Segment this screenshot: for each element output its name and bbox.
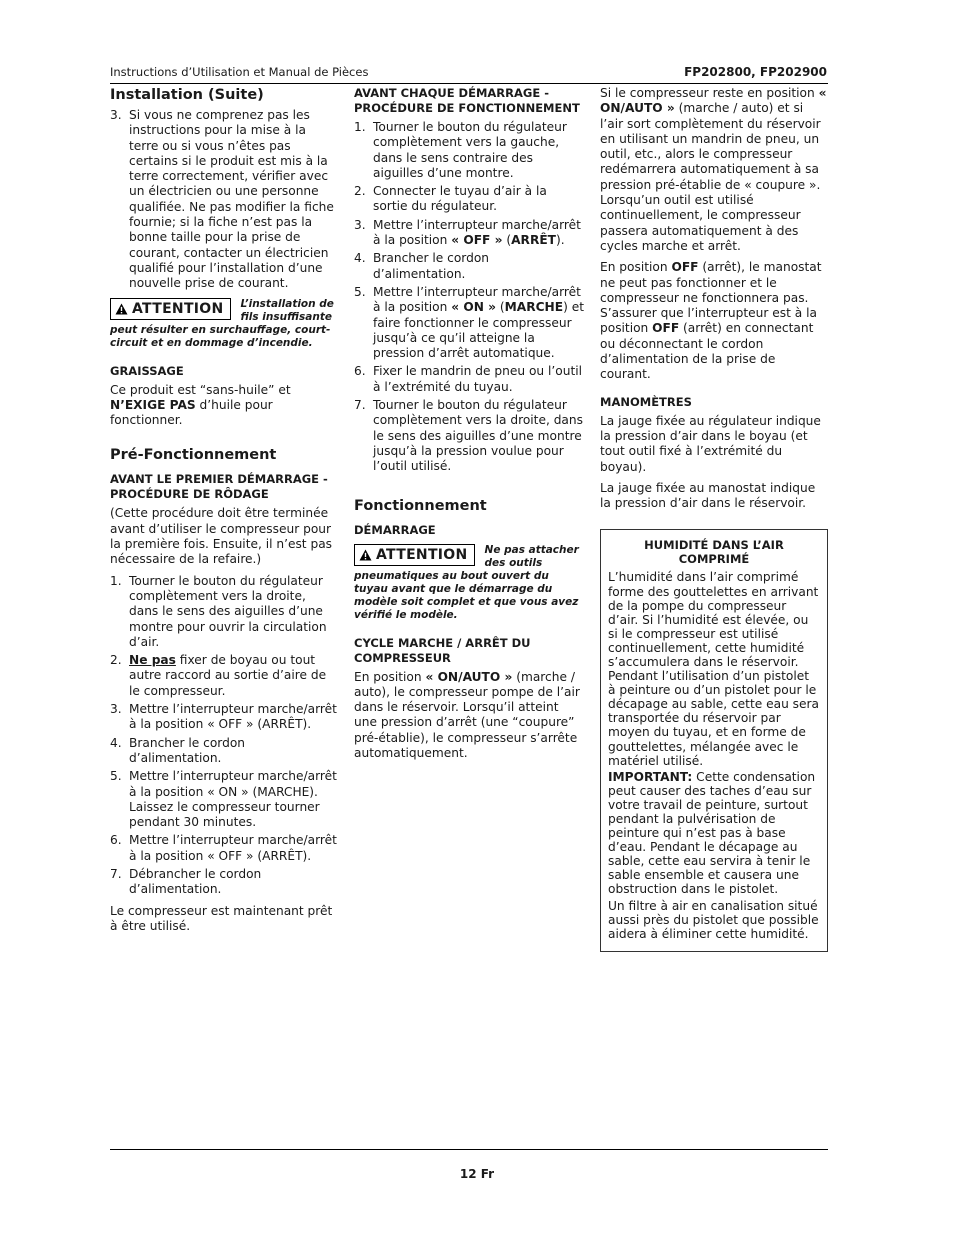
item-text: ) et faire fonctionner le compresseur jusqu’à ce qu’il atteigne la pression d’arrêt automatique.: [373, 300, 584, 361]
manometre-manostat-paragraph: La jauge fixée au manostat indique la pression d’air dans le réservoir.: [600, 480, 816, 511]
humidity-info-box: [600, 529, 828, 951]
prefonctionnement-heading: Pré-Fonctionnement: [110, 447, 277, 464]
item-text: Si vous ne comprenez pas les instructions pour la mise à la terre ou si vous n’êtes pas certains si le produit est mis à la terre correctement, vérifier avec un électricien ou une personne qualifiée. Ne pas modifier la fiche fournie; si la fiche n’est pas la bonne taille pour la prise de courant, contacter un électricien qualifié pour l’installation d’une nouvelle prise de courant.: [129, 108, 334, 291]
text-span: En position: [600, 260, 672, 275]
item-text: Brancher le cordon d’alimentation.: [129, 735, 246, 765]
column-left: [110, 86, 338, 940]
item-number: 7.: [354, 398, 366, 413]
list-item: [354, 184, 584, 215]
rodage-conclusion: Le compresseur est maintenant prêt à être utilisé.: [110, 903, 333, 933]
text-span: (marche / auto) et si l’air sort complètement du réservoir en utilisant un mandrin de pneu, un outil, etc., alors le compresseur redémarrera automatiquement à sa pression pré-établie de « coupure ». Lorsqu’un outil est utilisé continuellement, le compresseur passera automatiquement à des cycles marche et arrêt.: [600, 101, 821, 253]
humidity-paragraph: L’humidité dans l’air comprimé forme des gouttelettes en arrivant de la pompe du compresseur d’air. Si l’humidité est élevée, ou si le compresseur est utilisé continuellement, cette humidité s’accumulera dans le réservoir. Pendant l’utilisation d’un pistolet à peinture ou d’un pistolet pour le décapage au sable, cette eau sera transportée du réservoir par moyen du tuyau, et en forme de gouttelettes, mélangée avec le matériel utilisé.: [608, 570, 819, 768]
list-item: [354, 364, 584, 395]
header-model-numbers: FP202800, FP202900: [684, 65, 827, 79]
rodage-intro: (Cette procédure doit être terminée avant d’utiliser le compresseur pour la première fois. Ensuite, il n’est pas nécessaire de la refaire.): [110, 506, 333, 567]
emphasis-text: « OFF »: [451, 233, 503, 248]
item-text: Tourner le bouton du régulateur complètement vers la gauche, dans le sens contraire des aiguilles d’une montre.: [373, 120, 567, 180]
item-number: 7.: [110, 866, 122, 881]
important-paragraph: [608, 770, 820, 897]
column-middle: [354, 86, 584, 767]
emphasis-text: Ne pas: [129, 653, 176, 668]
emphasis-text: ARRÊT: [511, 233, 556, 248]
text-span: (arrêt) en connectant ou déconnectant le cordon d’alimentation de la prise de courant.: [600, 321, 814, 382]
attention-badge: [354, 544, 475, 566]
list-item: [110, 653, 338, 699]
list-item: [110, 702, 338, 733]
text-span: d’huile pour fonctionner.: [110, 397, 273, 428]
item-number: 5.: [110, 769, 122, 784]
emphasis-text: N’EXIGE PAS: [110, 397, 196, 412]
item-text: fixer de boyau ou tout autre raccord au sortie d’aire de le compresseur.: [129, 653, 327, 698]
footer-divider: [110, 1149, 828, 1150]
list-item: [110, 108, 338, 292]
warning-callout: [354, 544, 584, 622]
item-text: Débrancher le cordon d’alimentation.: [129, 866, 262, 897]
item-text: Mettre l’interrupteur marche/arrêt à la position « OFF » (ARRÊT).: [129, 833, 337, 863]
page-number: 12 Fr: [459, 1167, 495, 1181]
attention-label: ATTENTION: [132, 300, 224, 317]
text-span: (arrêt), le manostat ne peut pas fonctionner et le compresseur ne fonctionnera pas. S’assurer que l’interrupteur est à la position: [600, 260, 822, 336]
emphasis-text: « ON »: [451, 300, 497, 315]
item-number: 1.: [354, 120, 366, 134]
warning-text: Ne pas attacher des outils pneumatiques au bout ouvert du tuyau avant que le démarrage du modèle soit complet et que vous avez vérifié le modèle.: [354, 543, 579, 621]
graissage-paragraph: [110, 383, 338, 429]
item-number: 6.: [110, 833, 122, 848]
demarrage-heading: DÉMARRAGE: [354, 522, 436, 537]
list-item: [110, 769, 338, 830]
filter-paragraph: Un filtre à air en canalisation situé aussi près du pistolet que possible aidera à éliminer cette humidité.: [608, 898, 819, 941]
text-span: En position: [354, 669, 426, 684]
emphasis-text: « ON/AUTO »: [425, 669, 513, 684]
item-number: 3.: [110, 108, 122, 122]
fonctionnement-heading: Fonctionnement: [354, 497, 487, 514]
item-number: 4.: [354, 251, 366, 266]
list-item: [110, 867, 338, 898]
manometres-heading: MANOMÈTRES: [600, 394, 692, 409]
humidity-box-title: HUMIDITÉ DANS L’AIR COMPRIMÉ: [644, 538, 784, 567]
item-text: Fixer le mandrin de pneu ou l’outil à l’extrémité du tuyau.: [373, 364, 582, 394]
item-number: 3.: [354, 217, 366, 232]
text-span: Si le compresseur reste en position: [600, 86, 819, 100]
column-right: [600, 86, 828, 952]
item-text: Brancher le cordon d’alimentation.: [373, 251, 490, 281]
header-manual-title: Instructions d’Utilisation et Manual de Pièces: [110, 65, 369, 79]
item-text: Mettre l’interrupteur marche/arrêt à la position: [373, 284, 581, 315]
text-span: Ce produit est “sans-huile” et: [110, 382, 291, 397]
list-item: [110, 736, 338, 767]
item-number: 4.: [110, 735, 122, 750]
item-number: 2.: [110, 653, 122, 668]
fonctionnement-steps-list: [354, 120, 584, 475]
list-item: [354, 120, 584, 181]
avant-chaque-demarrage-heading: AVANT CHAQUE DÉMARRAGE - PROCÉDURE DE FONCTIONNEMENT: [354, 86, 580, 115]
attention-label: ATTENTION: [376, 546, 468, 563]
cycle-paragraph: [354, 670, 584, 762]
rodage-steps-list: [110, 574, 338, 898]
manometre-regulateur-paragraph: La jauge fixée au régulateur indique la pression d’air dans le boyau (et tout outil fixé à l’extrémité du boyau).: [600, 413, 821, 474]
attention-badge: [110, 298, 231, 320]
text-span: (marche / auto), le compresseur pompe de l’air dans le réservoir. Lorsqu’il atteint une pression d’arrêt (une “coupure” pré-établie), le compresseur s’arrête automatiquement.: [354, 669, 580, 761]
text-span: Cette condensation peut causer des taches d’eau sur votre travail de peinture, surtout pendant la pulvérisation de peinture qui n’est pas à base d’eau. Pendant le décapage au sable, cette eau servira à tenir le sable ensemble et causera une obstruction dans le pistolet.: [608, 769, 816, 897]
emphasis-text: IMPORTANT:: [608, 769, 693, 784]
emphasis-text: MARCHE: [504, 300, 564, 315]
item-number: 5.: [354, 284, 366, 299]
cycle-heading: CYCLE MARCHE / ARRÊT DU COMPRESSEUR: [354, 635, 531, 665]
emphasis-text: « ON/AUTO »: [600, 86, 827, 116]
installation-list: [110, 108, 338, 292]
graissage-heading: GRAISSAGE: [110, 363, 184, 378]
item-number: 6.: [354, 364, 366, 379]
warning-text: L’installation de fils insuffisante peut résulter en surchauffage, court-circuit et en dommage d’incendie.: [110, 297, 334, 349]
item-text: (: [496, 300, 505, 315]
item-text: Connecter le tuyau d’air à la sortie du régulateur.: [373, 184, 547, 214]
list-item: [354, 398, 584, 474]
item-text: Mettre l’interrupteur marche/arrêt à la position « ON » (MARCHE). Laissez le compresseur tourner pendant 30 minutes.: [129, 769, 337, 830]
warning-callout: [110, 298, 338, 350]
emphasis-text: OFF: [671, 260, 699, 275]
list-item: [354, 251, 584, 282]
list-item: [354, 285, 584, 361]
item-text: ).: [555, 233, 565, 248]
item-text: Mettre l’interrupteur marche/arrêt à la position « OFF » (ARRÊT).: [129, 702, 337, 732]
list-item: [354, 218, 584, 249]
list-item: [110, 833, 338, 864]
header-divider: [110, 83, 828, 84]
item-text: Tourner le bouton du régulateur complètement vers la droite, dans le sens des aiguilles d’une montre jusqu’à la pression voulue pour l’outil utilisé.: [373, 398, 583, 474]
auto-restart-paragraph: [600, 86, 828, 254]
list-item: [110, 574, 338, 650]
warning-triangle-icon: [359, 549, 372, 561]
warning-triangle-icon: [115, 303, 128, 315]
emphasis-text: OFF: [652, 321, 680, 336]
off-position-paragraph: [600, 260, 828, 382]
rodage-heading: AVANT LE PREMIER DÉMARRAGE - PROCÉDURE DE RÔDAGE: [110, 472, 328, 502]
item-text: (: [502, 233, 512, 248]
item-number: 1.: [110, 573, 122, 588]
item-number: 3.: [110, 702, 122, 717]
installation-heading: Installation (Suite): [110, 87, 264, 103]
item-number: 2.: [354, 184, 366, 199]
item-text: Tourner le bouton du régulateur complètement vers la droite, dans le sens des aiguilles d’une montre pour ouvrir la circulation d’air.: [129, 573, 327, 649]
item-text: Mettre l’interrupteur marche/arrêt à la position: [373, 217, 581, 248]
